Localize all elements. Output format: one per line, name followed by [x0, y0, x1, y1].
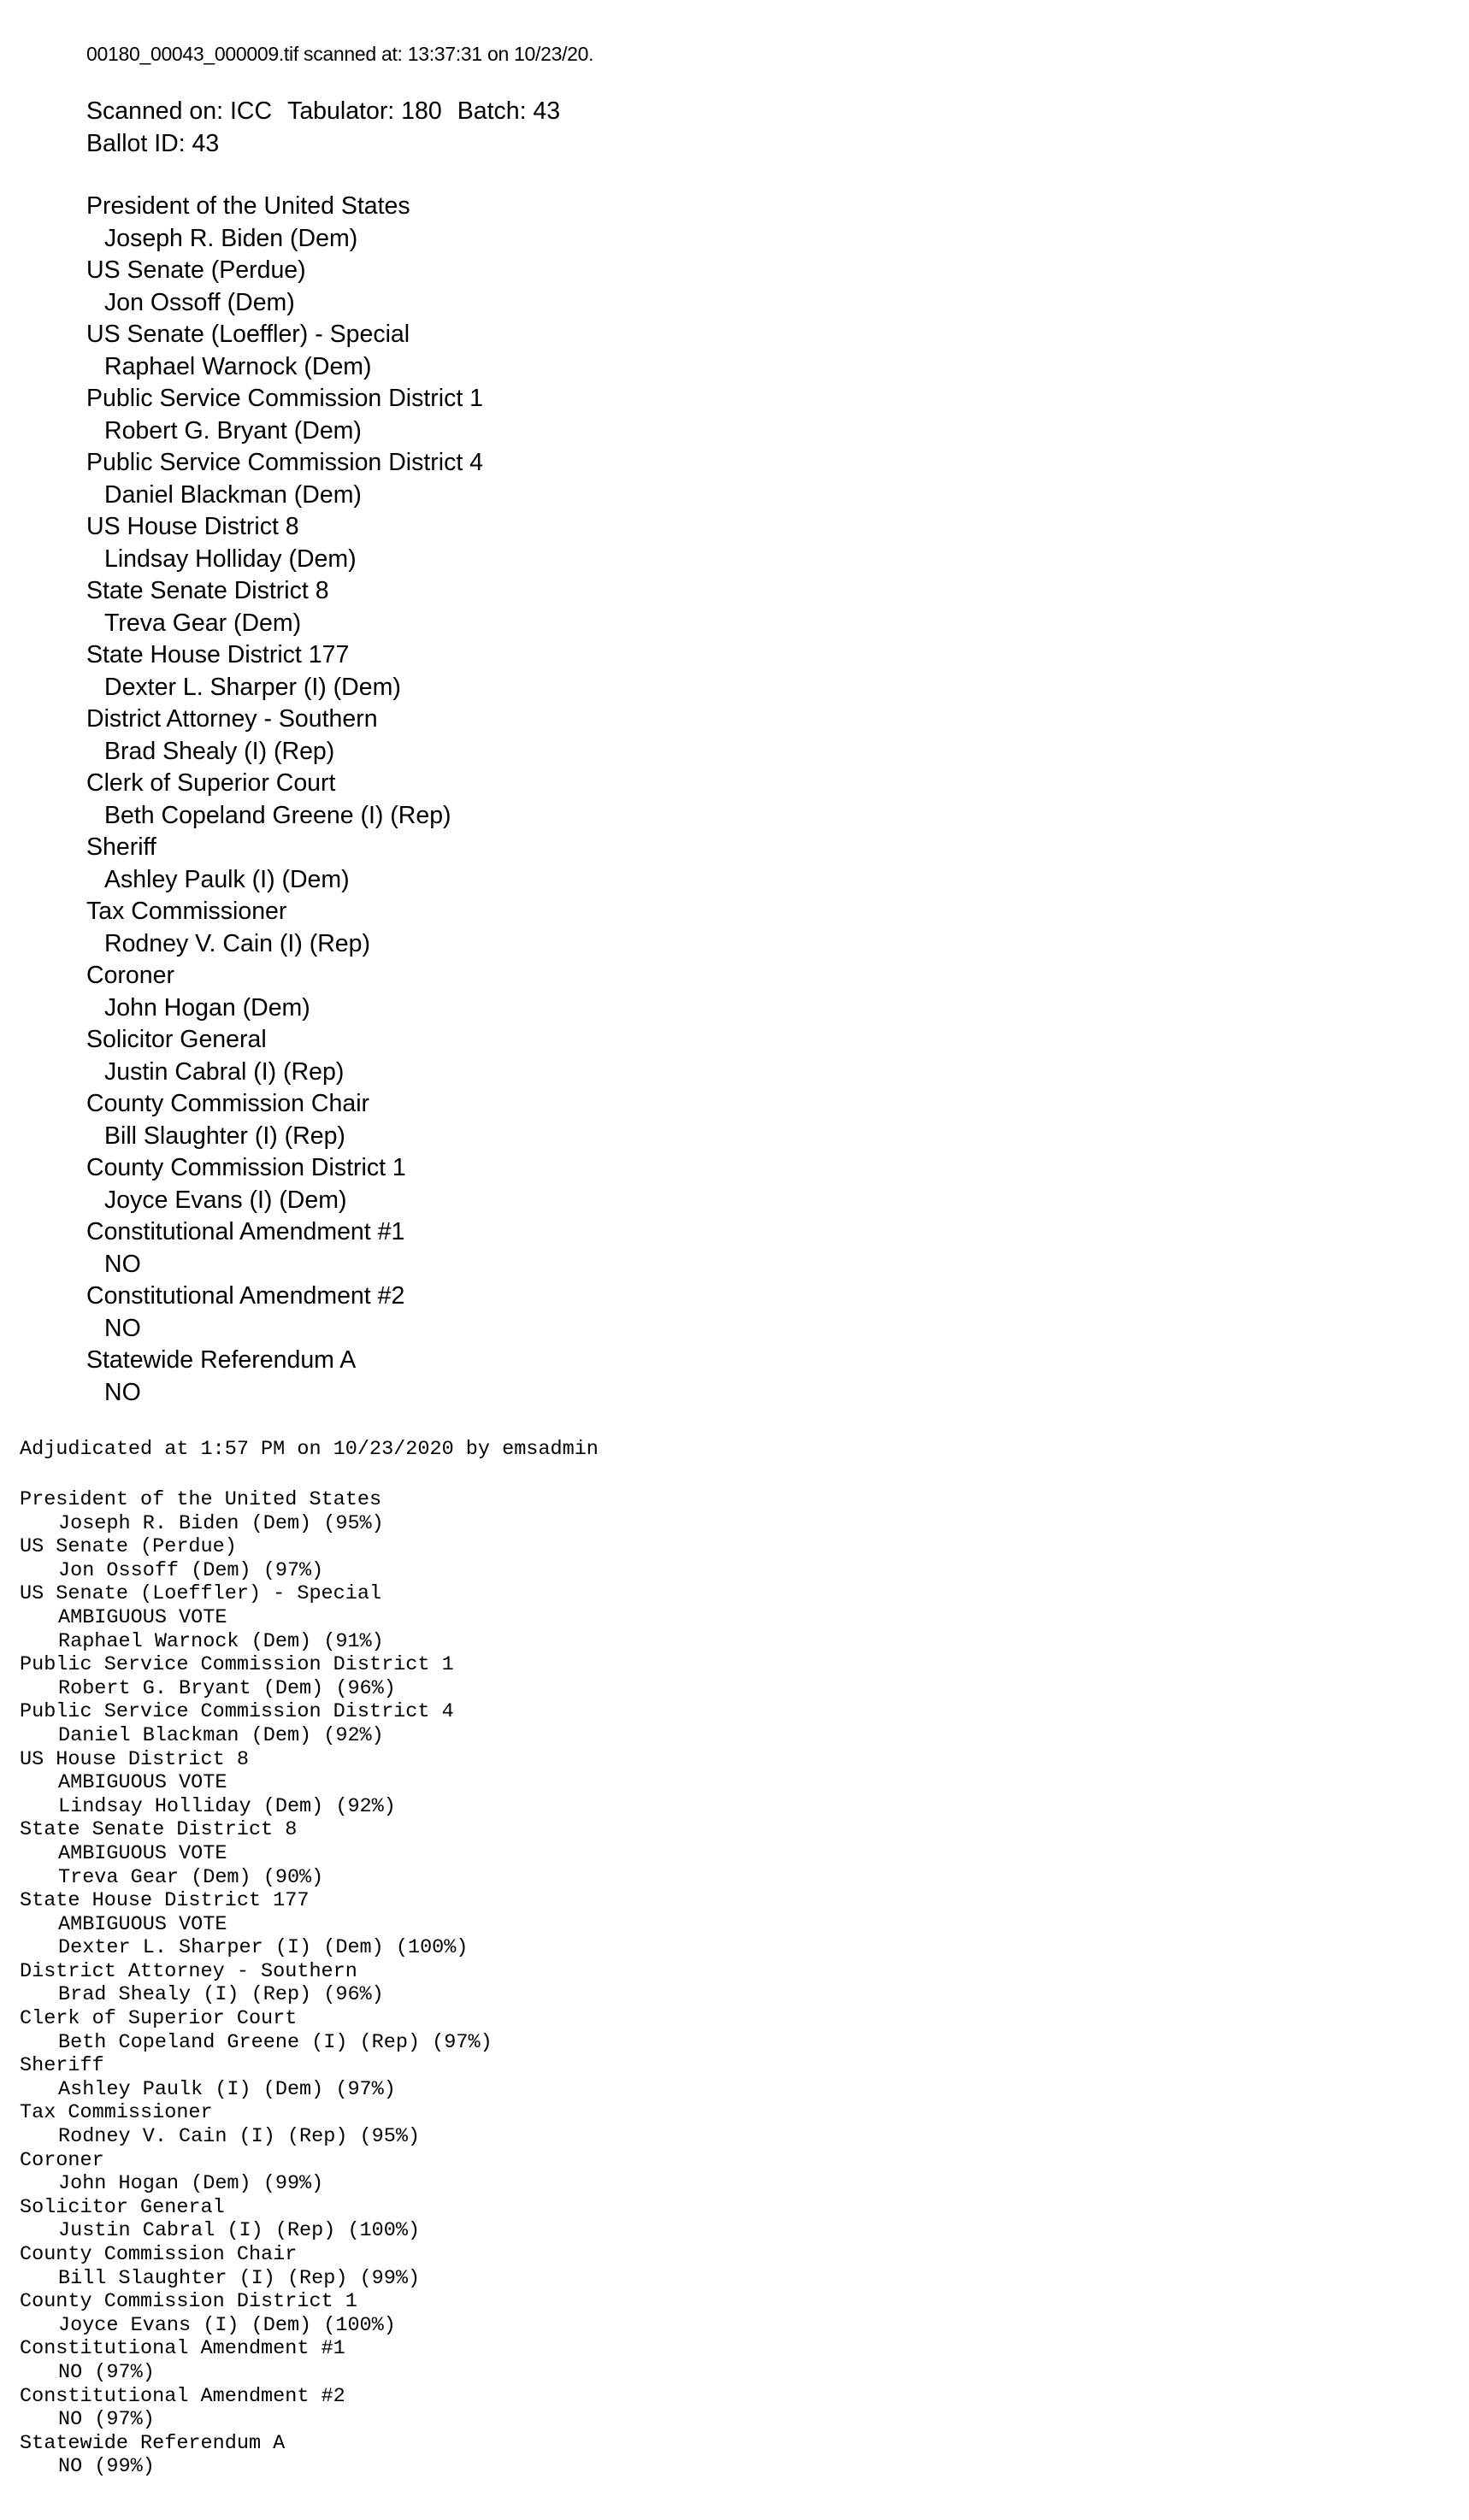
tabulator: Tabulator: 180	[287, 97, 442, 125]
contest-choice: Brad Shealy (I) (Rep) (96%)	[58, 1983, 384, 2007]
contest-title: President of the United States	[86, 192, 410, 220]
contest-title: President of the United States	[20, 1488, 382, 1511]
contest-choice: Beth Copeland Greene (I) (Rep)	[104, 801, 451, 829]
scan-meta	[86, 96, 560, 160]
contest-choice: Ashley Paulk (I) (Dem) (97%)	[58, 2077, 396, 2101]
contest-title: Statewide Referendum A	[20, 2431, 286, 2455]
contest-choice: Joyce Evans (I) (Dem)	[104, 1186, 347, 1214]
contest-choice: Lindsay Holliday (Dem)	[104, 545, 357, 573]
ambiguous-flag: AMBIGUOUS VOTE	[58, 1841, 227, 1865]
contest-choice: Robert G. Bryant (Dem)	[104, 416, 362, 445]
contest-title: County Commission District 1	[20, 2290, 357, 2314]
contest-choice: Treva Gear (Dem)	[104, 609, 302, 637]
contest-title: State House District 177	[20, 1889, 310, 1913]
contest-choice: Beth Copeland Greene (I) (Rep) (97%)	[58, 2030, 493, 2054]
contest-title: State House District 177	[86, 641, 350, 668]
contest-title: Public Service Commission District 1	[86, 385, 484, 412]
contest-title: US Senate (Loeffler) - Special	[86, 321, 410, 348]
contest-title: Tax Commissioner	[20, 2101, 213, 2125]
contest-choice: Rodney V. Cain (I) (Rep) (95%)	[58, 2125, 421, 2149]
contest-choice: Treva Gear (Dem) (90%)	[58, 1865, 324, 1889]
contest-title: District Attorney - Southern	[86, 705, 378, 733]
contest-title: Coroner	[20, 2148, 104, 2172]
ambiguous-flag: AMBIGUOUS VOTE	[58, 1771, 227, 1795]
scanned-on: Scanned on: ICC	[86, 97, 273, 125]
contest-title: County Commission Chair	[20, 2243, 298, 2266]
contest-choice: Ashley Paulk (I) (Dem)	[104, 865, 350, 893]
contest-title: Sheriff	[86, 833, 156, 861]
contest-choice: Justin Cabral (I) (Rep) (100%)	[58, 2219, 421, 2243]
contest-choice: Dexter L. Sharper (I) (Dem)	[104, 673, 401, 701]
contest-title: Constitutional Amendment #1	[20, 2337, 345, 2361]
contest-choice: Jon Ossoff (Dem) (97%)	[58, 1558, 324, 1582]
contest-choice: Jon Ossoff (Dem)	[104, 288, 295, 316]
contest-choice: Dexter L. Sharper (I) (Dem) (100%)	[58, 1936, 469, 1960]
contest-title: US Senate (Loeffler) - Special	[20, 1582, 382, 1606]
contest-title: Clerk of Superior Court	[20, 2007, 298, 2031]
ambiguous-flag: AMBIGUOUS VOTE	[58, 1605, 227, 1629]
adjudication-header: Adjudicated at 1:57 PM on 10/23/2020 by emsadmin	[20, 1438, 599, 1461]
contest-choice: Bill Slaughter (I) (Rep) (99%)	[58, 2266, 421, 2290]
ambiguous-flag: AMBIGUOUS VOTE	[58, 1912, 227, 1936]
scan-file-line: 00180_00043_000009.tif scanned at: 13:37:31 on 10/23/20.	[86, 43, 594, 65]
contest-title: Constitutional Amendment #2	[86, 1282, 405, 1310]
contest-title: District Attorney - Southern	[20, 1959, 357, 1983]
contest-choice: Robert G. Bryant (Dem) (96%)	[58, 1676, 396, 1700]
contest-choice: NO (97%)	[58, 2360, 155, 2384]
contest-title: County Commission District 1	[86, 1154, 406, 1181]
contest-title: Coroner	[86, 962, 174, 989]
contest-choice: John Hogan (Dem)	[104, 993, 310, 1022]
contest-choice: Brad Shealy (I) (Rep)	[104, 737, 335, 765]
batch: Batch: 43	[457, 97, 561, 125]
contest-title: US House District 8	[20, 1747, 249, 1771]
contest-choice: John Hogan (Dem) (99%)	[58, 2172, 324, 2196]
contest-title: State Senate District 8	[20, 1818, 298, 1842]
contest-title: Solicitor General	[20, 2195, 225, 2219]
contest-title: Public Service Commission District 1	[20, 1653, 454, 1677]
contest-choice: NO (99%)	[58, 2455, 155, 2479]
contest-choice: Raphael Warnock (Dem) (91%)	[58, 1629, 384, 1653]
contest-choice: NO (97%)	[58, 2408, 155, 2432]
contest-choice: Daniel Blackman (Dem) (92%)	[58, 1723, 384, 1747]
contest-title: US Senate (Perdue)	[20, 1535, 237, 1559]
contest-choice: Justin Cabral (I) (Rep)	[104, 1057, 345, 1086]
contest-choice: Joyce Evans (I) (Dem) (100%)	[58, 2313, 396, 2337]
contest-choice: Raphael Warnock (Dem)	[104, 352, 372, 380]
contest-title: County Commission Chair	[86, 1090, 370, 1117]
ballot-selections	[86, 191, 483, 1409]
contest-choice: Daniel Blackman (Dem)	[104, 480, 362, 509]
scan-meta-row	[86, 96, 560, 128]
contest-title: Clerk of Superior Court	[86, 769, 336, 797]
contest-title: Constitutional Amendment #1	[86, 1218, 405, 1245]
contest-title: US Senate (Perdue)	[86, 256, 306, 284]
contest-title: Tax Commissioner	[86, 898, 287, 925]
contest-choice: Joseph R. Biden (Dem)	[104, 224, 358, 252]
contest-title: Public Service Commission District 4	[20, 1700, 454, 1724]
ballot-id: Ballot ID: 43	[86, 129, 220, 157]
contest-title: Sheriff	[20, 2054, 104, 2078]
adjudication-results	[20, 1488, 493, 2479]
contest-choice: NO	[104, 1314, 141, 1342]
contest-choice: Rodney V. Cain (I) (Rep)	[104, 929, 370, 957]
contest-title: State Senate District 8	[86, 577, 329, 604]
contest-title: Solicitor General	[86, 1026, 267, 1053]
contest-choice: Bill Slaughter (I) (Rep)	[104, 1122, 345, 1150]
contest-title: Statewide Referendum A	[86, 1346, 357, 1374]
contest-title: US House District 8	[86, 513, 299, 540]
contest-title: Public Service Commission District 4	[86, 449, 484, 476]
contest-choice: NO	[104, 1250, 141, 1278]
contest-title: Constitutional Amendment #2	[20, 2384, 345, 2408]
contest-choice: NO	[104, 1378, 141, 1406]
contest-choice: Lindsay Holliday (Dem) (92%)	[58, 1794, 396, 1818]
contest-choice: Joseph R. Biden (Dem) (95%)	[58, 1511, 384, 1535]
